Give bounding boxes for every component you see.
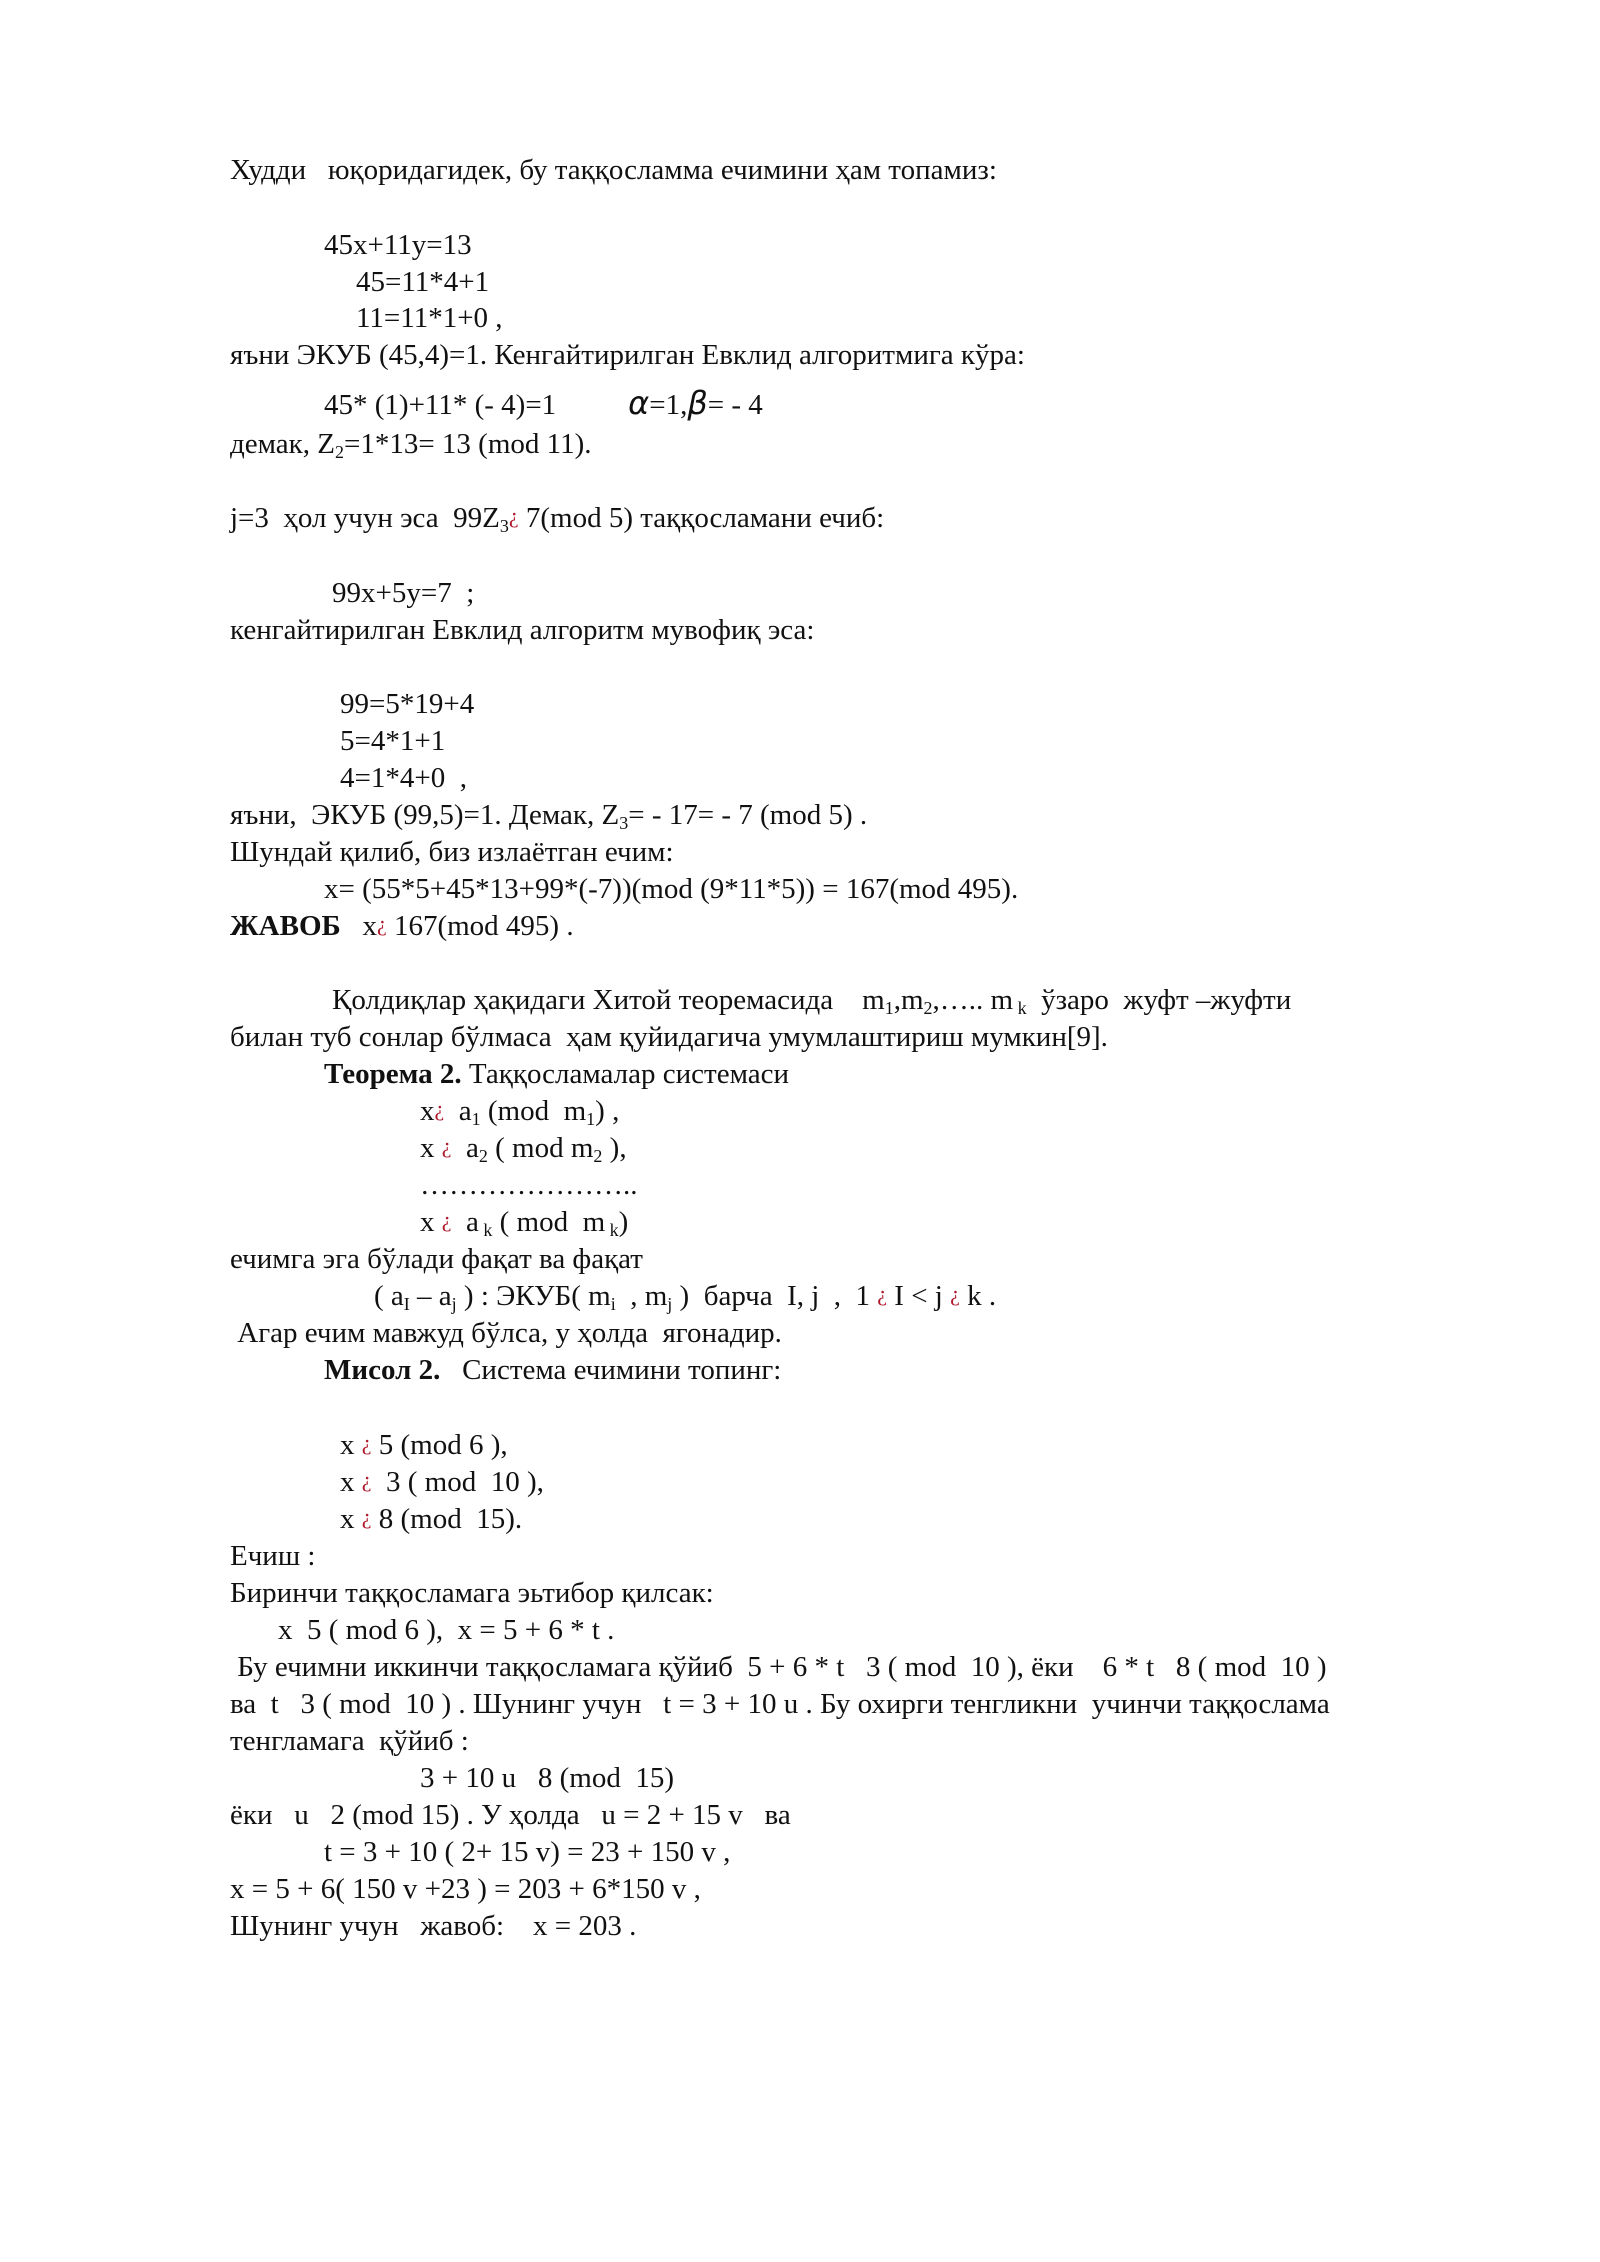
text-line	[230, 1723, 469, 1759]
text: ечимга эга бўлади фақат ва фақат	[230, 1243, 643, 1275]
text: Бу ечимни иккинчи таққосламага қўйиб 5 + 6 * t 3 ( mod 10 ), ёки 6 * t 8 ( mod 10 )	[230, 1651, 1327, 1683]
text: x	[340, 1503, 362, 1535]
text: 167(mod 495) .	[386, 910, 574, 942]
subscript: k	[478, 1220, 493, 1240]
congruence-symbol: ¿	[441, 1133, 452, 1158]
equation-line	[324, 1834, 730, 1870]
subscript: 1	[884, 998, 894, 1018]
beta-symbol: β	[687, 384, 708, 422]
text-line	[230, 1538, 315, 1574]
text: 11=11*1+0 ,	[356, 302, 503, 334]
text: ,m	[893, 984, 924, 1016]
subscript: 2	[593, 1146, 603, 1166]
text: I < j	[887, 1280, 951, 1312]
system-line	[420, 1204, 628, 1242]
text: ) ,	[595, 1095, 620, 1127]
equation-line	[340, 760, 467, 796]
text-line	[230, 1241, 643, 1277]
text: кенгайтирилган Евклид алгоритм мувофиқ эса:	[230, 614, 815, 646]
text: ) : ЭКУБ( m	[456, 1280, 611, 1312]
text: 99=5*19+4	[340, 688, 475, 720]
text: – a	[409, 1280, 452, 1312]
answer-line	[230, 1908, 636, 1944]
congruence-symbol: ¿	[361, 1467, 372, 1492]
text: a	[444, 1095, 472, 1127]
text: 3 + 10 u 8 (mod 15)	[420, 1762, 674, 1794]
text: Агар ечим мавжуд бўлса, у ҳолда ягонадир.	[230, 1317, 782, 1349]
text-line	[230, 1686, 1330, 1722]
subscript: i	[610, 1294, 616, 1314]
subscript: j	[451, 1294, 457, 1314]
text: (mod m	[480, 1095, 587, 1127]
condition-line	[374, 1278, 996, 1316]
text: x	[420, 1132, 442, 1164]
text: 3 ( mod 10 ),	[371, 1466, 544, 1498]
subscript: 2	[478, 1146, 488, 1166]
text: Таққосламалар системаси	[461, 1058, 789, 1090]
text: = - 17= - 7 (mod 5) .	[628, 799, 868, 831]
subscript: I	[403, 1294, 410, 1314]
text-line	[230, 1315, 782, 1351]
text-line	[230, 426, 591, 462]
system-line	[420, 1093, 619, 1131]
text: , m	[615, 1280, 668, 1312]
equation-line	[356, 264, 489, 300]
text: x	[420, 1206, 442, 1238]
text: тенгламага қўйиб :	[230, 1725, 469, 1757]
text: демак, Z	[230, 428, 335, 460]
system-line	[340, 1427, 508, 1465]
subscript: k	[1013, 998, 1027, 1018]
text: Шундай қилиб, биз излаётган ечим:	[230, 836, 674, 868]
text: ) барча I, j , 1	[672, 1280, 878, 1312]
text: a	[451, 1206, 479, 1238]
subscript: 1	[471, 1109, 481, 1129]
congruence-symbol: ¿	[434, 1096, 445, 1121]
text: Қолдиқлар ҳақидаги Хитой теоремасида m	[332, 984, 885, 1016]
text-line	[230, 612, 814, 648]
congruence-symbol: ¿	[508, 503, 519, 528]
text: ( mod m	[492, 1206, 606, 1238]
text: =1,	[649, 389, 688, 421]
congruence-symbol: ¿	[877, 1281, 888, 1306]
text: яъни, ЭКУБ (99,5)=1. Демак, Z	[230, 799, 620, 831]
subscript: 3	[499, 516, 509, 536]
text-line	[230, 834, 674, 870]
equation-line	[340, 686, 474, 722]
subscript: 2	[923, 998, 933, 1018]
text: 8 (mod 15).	[371, 1503, 523, 1535]
text-line	[230, 1019, 1108, 1055]
system-line	[420, 1130, 627, 1168]
congruence-symbol: ¿	[441, 1207, 452, 1232]
system-line	[420, 1167, 638, 1203]
text: 45* (1)+11* (- 4)=1	[324, 389, 557, 421]
text-line	[230, 1575, 714, 1611]
text: ),	[602, 1132, 627, 1164]
text-line	[230, 797, 867, 833]
text: 7(mod 5) таққосламани ечиб:	[518, 502, 885, 534]
text-line	[230, 1649, 1327, 1685]
text: Шунинг учун жавоб: x = 203 .	[230, 1910, 637, 1942]
text-line	[230, 1797, 791, 1833]
subscript: j	[667, 1294, 673, 1314]
intro-line	[230, 152, 997, 188]
system-line	[340, 1464, 544, 1502]
text: x	[340, 910, 377, 942]
equation-line	[420, 1760, 674, 1796]
equation-line	[356, 300, 503, 336]
system-line	[340, 1501, 522, 1539]
text: a	[451, 1132, 479, 1164]
text: Система ечимини топинг:	[440, 1354, 782, 1386]
example-label: Мисол 2.	[324, 1354, 441, 1386]
equation-line	[332, 575, 474, 611]
text: ( mod m	[487, 1132, 594, 1164]
congruence-symbol: ¿	[950, 1281, 960, 1306]
theorem-label: Теорема 2.	[324, 1058, 462, 1090]
equation-line	[340, 723, 445, 759]
answer-label: ЖАВОБ	[230, 910, 341, 942]
theorem-heading	[324, 1056, 789, 1092]
equation-line	[324, 385, 763, 423]
text-line	[230, 337, 1025, 373]
equation-line	[324, 871, 1018, 907]
text: Ечиш :	[230, 1540, 316, 1572]
text: =1*13= 13 (mod 11).	[343, 428, 592, 460]
subscript: k	[605, 1220, 619, 1240]
text-line	[230, 500, 884, 538]
text: x	[340, 1466, 362, 1498]
text: 45=11*4+1	[356, 266, 490, 298]
congruence-symbol: ¿	[361, 1504, 372, 1529]
text: …………………..	[420, 1169, 638, 1201]
text: ,….. m	[932, 984, 1014, 1016]
text: x	[420, 1095, 435, 1127]
alpha-symbol: α	[628, 384, 650, 422]
text: 5 (mod 6 ),	[371, 1429, 508, 1461]
subscript: 3	[619, 813, 629, 833]
text: Худди юқоридагидек, бу таққосламма ечимини ҳам топамиз:	[230, 154, 997, 186]
text: x= (55*5+45*13+99*(-7))(mod (9*11*5)) = 167(mod 495).	[324, 873, 1019, 905]
text: яъни ЭКУБ (45,4)=1. Кенгайтирилган Евклид алгоритмига кўра:	[230, 339, 1025, 371]
text: ёки u 2 (mod 15) . У ҳолда u = 2 + 15 v ва	[230, 1799, 791, 1831]
text: билан туб сонлар бўлмаса ҳам қуйидагича умумлаштириш мумкин[9].	[230, 1021, 1108, 1053]
text: x	[340, 1429, 362, 1461]
text: = - 4	[707, 389, 763, 421]
congruence-symbol: ¿	[361, 1430, 372, 1455]
text: 99x+5y=7 ;	[332, 577, 475, 609]
text: t = 3 + 10 ( 2+ 15 v) = 23 + 150 v ,	[324, 1836, 731, 1868]
example-heading	[324, 1352, 781, 1388]
equation-line	[230, 1871, 701, 1907]
text: j=3 ҳол учун эса 99Z	[230, 502, 500, 534]
text-line	[332, 982, 1291, 1018]
text: k .	[959, 1280, 997, 1312]
equation-line	[324, 227, 472, 263]
congruence-symbol: ¿	[376, 911, 387, 936]
text: x = 5 + 6( 150 v +23 ) = 203 + 6*150 v ,	[230, 1873, 701, 1905]
equation-line	[278, 1612, 614, 1648]
subscript: 1	[586, 1109, 596, 1129]
text: x 5 ( mod 6 ), x = 5 + 6 * t .	[278, 1614, 615, 1646]
answer-line	[230, 908, 574, 946]
text: Биринчи таққосламага эьтибор қилсак:	[230, 1577, 714, 1609]
subscript: 2	[334, 442, 344, 462]
text: ва t 3 ( mod 10 ) . Шунинг учун t = 3 + 10 u . Бу охирги тенгликни учинчи таққослама	[230, 1688, 1330, 1720]
text: )	[618, 1206, 629, 1238]
text: ўзаро жуфт –жуфти	[1026, 984, 1292, 1016]
text: 5=4*1+1	[340, 725, 446, 757]
text: 4=1*4+0 ,	[340, 762, 467, 794]
text: 45x+11y=13	[324, 229, 472, 261]
text: ( a	[374, 1280, 404, 1312]
